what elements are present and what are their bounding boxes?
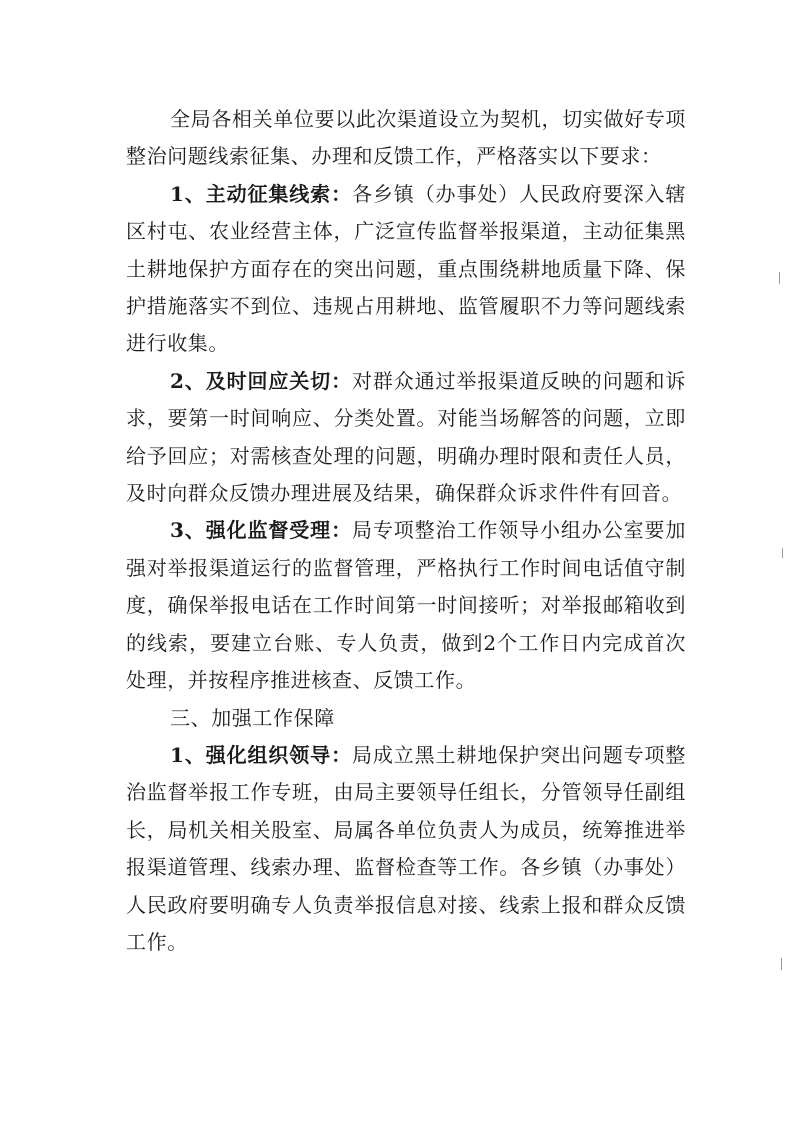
guarantee-body-1: 局成立黑土耕地保护突出问题专项整治监督举报工作专班，由局主要领导任组长，分管领导任副组长，局机关相关股室、局属各单位负责人为成员，统筹推进举报渠道管理、线索办理、监督检查等工作。各乡镇（办事处）人民政府要明确专人负责举报信息对接、线索上报和群众反馈工作。 bbox=[126, 742, 686, 954]
requirement-paragraph-3 bbox=[126, 512, 686, 699]
scan-edge-mark bbox=[781, 958, 782, 970]
document-body bbox=[126, 101, 686, 961]
intro-paragraph: 全局各相关单位要以此次渠道设立为契机，切实做好专项整治问题线索征集、办理和反馈工作，严格落实以下要求： bbox=[126, 107, 686, 169]
requirement-body-2: 对群众通过举报渠道反映的问题和诉求，要第一时间响应、分类处置。对能当场解答的问题，立即给予回应；对需核查处理的问题，明确办理时限和责任人员，及时向群众反馈办理进展及结果，确保群众诉求件件有回音。 bbox=[126, 368, 686, 506]
scan-edge-mark bbox=[782, 548, 783, 558]
requirement-paragraph-2 bbox=[126, 363, 686, 513]
guarantee-lead-1: 1、强化组织领导： bbox=[170, 742, 352, 767]
requirement-lead-3: 3、强化监督受理： bbox=[170, 518, 352, 543]
scan-edge-mark bbox=[779, 272, 780, 284]
requirement-lead-1: 1、主动征集线索： bbox=[170, 181, 352, 206]
requirement-body-3: 局专项整治工作领导小组办公室要加强对举报渠道运行的监督管理，严格执行工作时间电话值守制度，确保举报电话在工作时间第一时间接听；对举报邮箱收到的线索，要建立台账、专人负责，做到2个工作日内完成首次处理，并按程序推进核查、反馈工作。 bbox=[126, 518, 686, 693]
requirement-lead-2: 2、及时回应关切： bbox=[170, 368, 352, 393]
section-heading: 三、加强工作保障 bbox=[170, 705, 335, 730]
requirement-paragraph-1 bbox=[126, 176, 686, 363]
guarantee-paragraph-1 bbox=[126, 737, 686, 961]
requirement-body-1: 各乡镇（办事处）人民政府要深入辖区村屯、农业经营主体，广泛宣传监督举报渠道，主动征集黑土耕地保护方面存在的突出问题，重点围绕耕地质量下降、保护措施落实不到位、违规占用耕地、监管履职不力等问题线索进行收集。 bbox=[126, 181, 686, 356]
